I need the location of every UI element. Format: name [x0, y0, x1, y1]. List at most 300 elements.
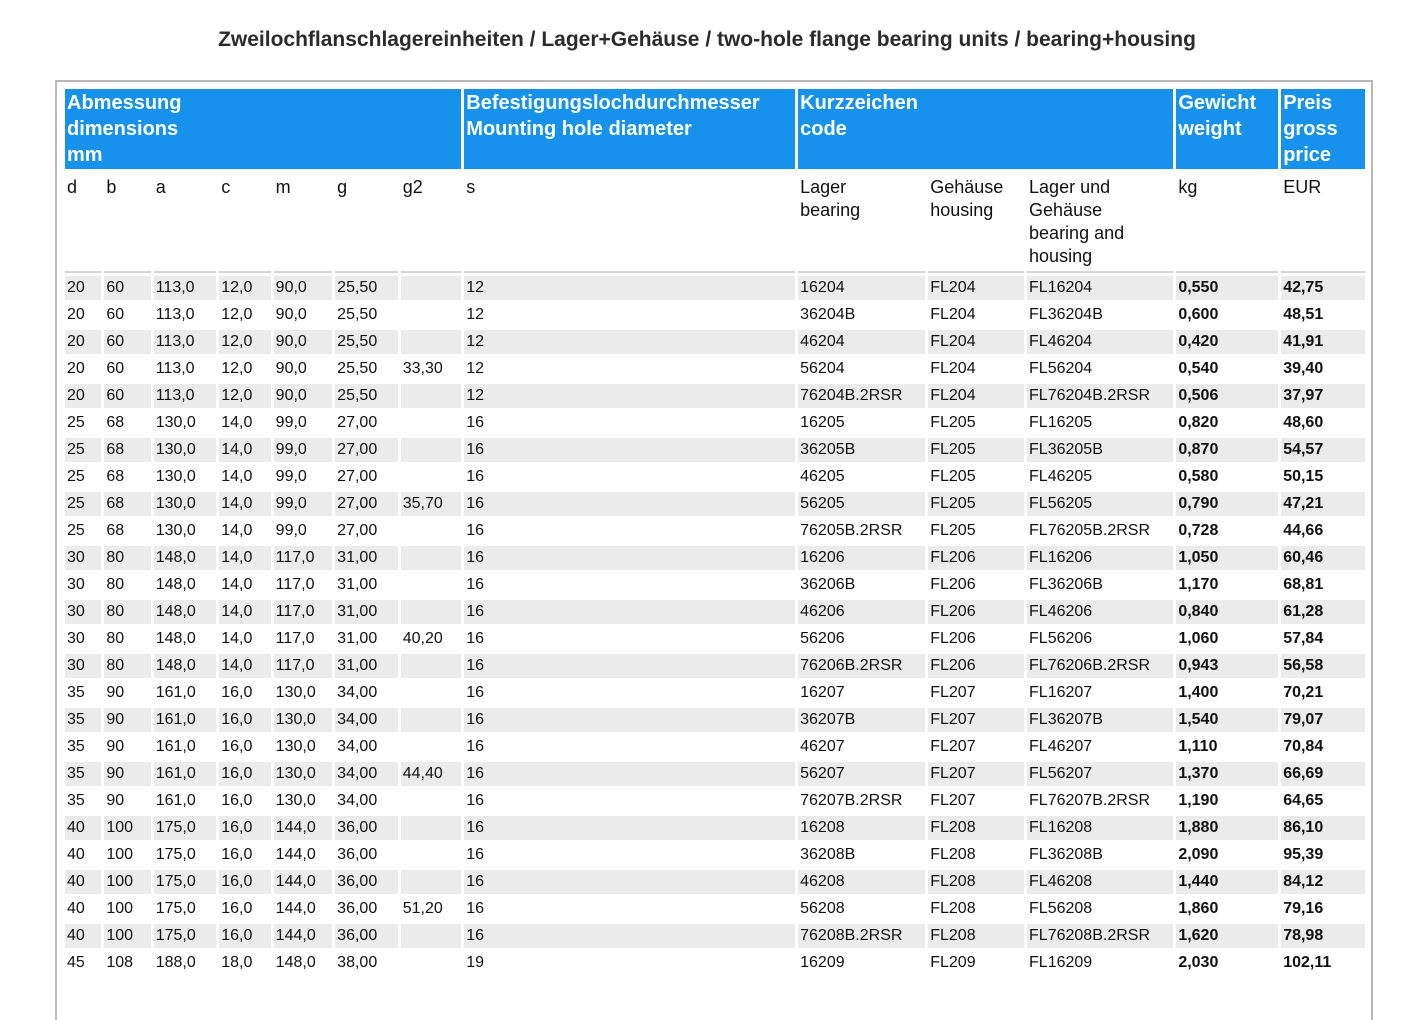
cell-g2: 40,20 — [401, 627, 462, 651]
cell-g2 — [401, 465, 462, 489]
cell-s: 16 — [464, 816, 795, 840]
cell-bearing: 76204B.2RSR — [798, 384, 925, 408]
cell-unit: FL16209 — [1027, 951, 1173, 975]
cell-housing: FL205 — [928, 519, 1024, 543]
cell-m: 99,0 — [274, 519, 333, 543]
cell-unit: FL76205B.2RSR — [1027, 519, 1173, 543]
cell-unit: FL16208 — [1027, 816, 1173, 840]
table-row — [65, 654, 1365, 678]
cell-weight: 0,550 — [1176, 276, 1278, 300]
cell-weight: 2,030 — [1176, 951, 1278, 975]
subheader-g2: g2 — [402, 177, 423, 197]
cell-bearing: 56207 — [798, 762, 925, 786]
cell-unit: FL76204B.2RSR — [1027, 384, 1173, 408]
cell-g: 34,00 — [335, 762, 398, 786]
cell-g2: 35,70 — [401, 492, 462, 516]
cell-c: 16,0 — [219, 681, 270, 705]
cell-c: 14,0 — [219, 654, 270, 678]
cell-c: 16,0 — [219, 897, 270, 921]
cell-price: 95,39 — [1281, 843, 1365, 867]
header-weight-en: weight — [1178, 118, 1242, 140]
cell-a: 148,0 — [154, 600, 217, 624]
cell-price: 61,28 — [1281, 600, 1365, 624]
cell-housing: FL206 — [928, 546, 1024, 570]
table-row — [65, 870, 1365, 894]
cell-s: 12 — [464, 276, 795, 300]
header-mounting-en: Mounting hole diameter — [466, 118, 692, 140]
cell-g: 25,50 — [335, 384, 398, 408]
cell-bearing: 56204 — [798, 357, 925, 381]
header-weight-de: Gewicht — [1178, 92, 1257, 114]
subheader-d: d — [67, 177, 78, 197]
cell-d: 20 — [65, 303, 101, 327]
cell-d: 30 — [65, 573, 101, 597]
cell-b: 68 — [104, 465, 150, 489]
cell-b: 90 — [104, 789, 150, 813]
cell-d: 25 — [65, 519, 101, 543]
cell-bearing: 16209 — [798, 951, 925, 975]
subheader-unit-line3: bearing and — [1029, 223, 1125, 243]
subheader-unit-line4: housing — [1029, 246, 1093, 266]
cell-bearing: 56205 — [798, 492, 925, 516]
page-title: Zweilochflanschlagereinheiten / Lager+Gehäuse / two-hole flange bearing units / bearing+housing — [218, 28, 1196, 51]
cell-b: 68 — [104, 411, 150, 435]
cell-m: 99,0 — [274, 438, 333, 462]
cell-bearing: 16204 — [798, 276, 925, 300]
cell-housing: FL208 — [928, 870, 1024, 894]
cell-housing: FL207 — [928, 762, 1024, 786]
cell-b: 60 — [104, 330, 150, 354]
header-price-de: Preis — [1283, 92, 1333, 114]
table-row — [65, 465, 1365, 489]
cell-weight: 0,943 — [1176, 654, 1278, 678]
cell-s: 16 — [464, 762, 795, 786]
cell-price: 48,60 — [1281, 411, 1365, 435]
cell-price: 70,84 — [1281, 735, 1365, 759]
cell-unit: FL36204B — [1027, 303, 1173, 327]
cell-g: 27,00 — [335, 438, 398, 462]
cell-b: 100 — [104, 870, 150, 894]
cell-d: 30 — [65, 654, 101, 678]
cell-weight: 1,110 — [1176, 735, 1278, 759]
cell-g: 27,00 — [335, 465, 398, 489]
cell-g: 34,00 — [335, 681, 398, 705]
subheader-bearing-de: Lager — [800, 177, 847, 197]
cell-s: 16 — [464, 708, 795, 732]
cell-bearing: 46208 — [798, 870, 925, 894]
cell-m: 117,0 — [274, 654, 333, 678]
cell-price: 70,21 — [1281, 681, 1365, 705]
cell-b: 60 — [104, 276, 150, 300]
cell-d: 40 — [65, 924, 101, 948]
cell-b: 100 — [104, 897, 150, 921]
cell-bearing: 36206B — [798, 573, 925, 597]
cell-a: 161,0 — [154, 735, 217, 759]
header-mounting — [464, 89, 795, 169]
cell-a: 148,0 — [154, 573, 217, 597]
table-row — [65, 519, 1365, 543]
cell-g: 36,00 — [335, 816, 398, 840]
table-row — [65, 627, 1365, 651]
cell-weight: 2,090 — [1176, 843, 1278, 867]
cell-d: 40 — [65, 870, 101, 894]
cell-g2 — [401, 303, 462, 327]
cell-price: 50,15 — [1281, 465, 1365, 489]
cell-price: 78,98 — [1281, 924, 1365, 948]
cell-a: 161,0 — [154, 708, 217, 732]
cell-a: 175,0 — [154, 870, 217, 894]
table-row — [65, 411, 1365, 435]
cell-g2 — [401, 870, 462, 894]
header-dimensions-en: dimensions — [67, 118, 179, 140]
cell-housing: FL204 — [928, 357, 1024, 381]
cell-s: 16 — [464, 654, 795, 678]
cell-c: 14,0 — [219, 438, 270, 462]
cell-s: 12 — [464, 357, 795, 381]
cell-a: 113,0 — [154, 357, 217, 381]
cell-housing: FL206 — [928, 654, 1024, 678]
cell-price: 84,12 — [1281, 870, 1365, 894]
cell-c: 14,0 — [219, 546, 270, 570]
cell-m: 90,0 — [274, 276, 333, 300]
cell-bearing: 76206B.2RSR — [798, 654, 925, 678]
cell-b: 108 — [104, 951, 150, 975]
cell-b: 80 — [104, 573, 150, 597]
cell-g2 — [401, 276, 462, 300]
cell-b: 80 — [104, 627, 150, 651]
cell-d: 40 — [65, 816, 101, 840]
cell-unit: FL36208B — [1027, 843, 1173, 867]
header-price-en2: price — [1283, 144, 1331, 166]
cell-bearing: 36208B — [798, 843, 925, 867]
cell-housing: FL209 — [928, 951, 1024, 975]
cell-weight: 1,370 — [1176, 762, 1278, 786]
cell-housing: FL208 — [928, 897, 1024, 921]
cell-d: 25 — [65, 411, 101, 435]
cell-price: 60,46 — [1281, 546, 1365, 570]
cell-price: 42,75 — [1281, 276, 1365, 300]
cell-a: 161,0 — [154, 681, 217, 705]
table-row — [65, 438, 1365, 462]
cell-g2: 33,30 — [401, 357, 462, 381]
cell-a: 175,0 — [154, 843, 217, 867]
cell-g2 — [401, 600, 462, 624]
cell-housing: FL205 — [928, 465, 1024, 489]
cell-a: 130,0 — [154, 492, 217, 516]
cell-g: 25,50 — [335, 357, 398, 381]
table-row — [65, 492, 1365, 516]
cell-c: 14,0 — [219, 519, 270, 543]
header-code — [798, 89, 1173, 169]
cell-c: 14,0 — [219, 465, 270, 489]
subheader-housing-de: Gehäuse — [930, 177, 1004, 197]
cell-housing: FL204 — [928, 330, 1024, 354]
cell-g2 — [401, 735, 462, 759]
cell-unit: FL56206 — [1027, 627, 1173, 651]
cell-housing: FL208 — [928, 816, 1024, 840]
cell-b: 90 — [104, 735, 150, 759]
cell-a: 113,0 — [154, 276, 217, 300]
cell-bearing: 56206 — [798, 627, 925, 651]
cell-weight: 0,840 — [1176, 600, 1278, 624]
cell-s: 16 — [464, 924, 795, 948]
header-separator — [65, 271, 1365, 273]
cell-s: 16 — [464, 411, 795, 435]
cell-g2 — [401, 438, 462, 462]
cell-m: 117,0 — [274, 573, 333, 597]
cell-a: 130,0 — [154, 519, 217, 543]
cell-b: 80 — [104, 654, 150, 678]
cell-weight: 1,190 — [1176, 789, 1278, 813]
header-code-de: Kurzzeichen — [800, 92, 918, 114]
subheader-unit — [1027, 172, 1173, 268]
cell-unit: FL16206 — [1027, 546, 1173, 570]
cell-d: 30 — [65, 546, 101, 570]
cell-m: 148,0 — [274, 951, 333, 975]
header-weight — [1176, 89, 1278, 169]
cell-g: 27,00 — [335, 519, 398, 543]
cell-g: 31,00 — [335, 546, 398, 570]
cell-d: 35 — [65, 735, 101, 759]
table-row — [65, 303, 1365, 327]
cell-s: 12 — [464, 384, 795, 408]
cell-c: 12,0 — [219, 357, 270, 381]
cell-d: 20 — [65, 357, 101, 381]
cell-g2 — [401, 843, 462, 867]
cell-s: 16 — [464, 546, 795, 570]
cell-d: 25 — [65, 465, 101, 489]
cell-g: 25,50 — [335, 276, 398, 300]
cell-unit: FL46207 — [1027, 735, 1173, 759]
cell-a: 130,0 — [154, 438, 217, 462]
cell-d: 25 — [65, 438, 101, 462]
cell-c: 16,0 — [219, 816, 270, 840]
cell-a: 148,0 — [154, 654, 217, 678]
cell-g: 31,00 — [335, 627, 398, 651]
cell-g2 — [401, 681, 462, 705]
subheader-unit-line2: Gehäuse — [1029, 200, 1103, 220]
cell-housing: FL207 — [928, 681, 1024, 705]
cell-bearing: 46207 — [798, 735, 925, 759]
subheader-eur: EUR — [1283, 177, 1322, 197]
cell-unit: FL36207B — [1027, 708, 1173, 732]
cell-price: 44,66 — [1281, 519, 1365, 543]
cell-c: 14,0 — [219, 627, 270, 651]
cell-c: 18,0 — [219, 951, 270, 975]
cell-c: 16,0 — [219, 735, 270, 759]
cell-g: 34,00 — [335, 735, 398, 759]
cell-price: 56,58 — [1281, 654, 1365, 678]
cell-m: 144,0 — [274, 843, 333, 867]
cell-b: 68 — [104, 438, 150, 462]
cell-g: 34,00 — [335, 708, 398, 732]
cell-g: 34,00 — [335, 789, 398, 813]
cell-unit: FL46204 — [1027, 330, 1173, 354]
cell-c: 14,0 — [219, 492, 270, 516]
cell-unit: FL16205 — [1027, 411, 1173, 435]
cell-bearing: 16207 — [798, 681, 925, 705]
cell-g2 — [401, 816, 462, 840]
cell-housing: FL207 — [928, 789, 1024, 813]
cell-price: 66,69 — [1281, 762, 1365, 786]
cell-s: 16 — [464, 573, 795, 597]
cell-g: 36,00 — [335, 843, 398, 867]
cell-unit: FL16207 — [1027, 681, 1173, 705]
cell-b: 60 — [104, 357, 150, 381]
cell-unit: FL16204 — [1027, 276, 1173, 300]
cell-d: 35 — [65, 762, 101, 786]
cell-weight: 1,860 — [1176, 897, 1278, 921]
cell-g2 — [401, 330, 462, 354]
cell-a: 130,0 — [154, 411, 217, 435]
cell-g2 — [401, 951, 462, 975]
cell-unit: FL46208 — [1027, 870, 1173, 894]
cell-m: 130,0 — [274, 708, 333, 732]
cell-g: 27,00 — [335, 492, 398, 516]
cell-d: 35 — [65, 681, 101, 705]
header-code-en: code — [800, 118, 847, 140]
cell-bearing: 16206 — [798, 546, 925, 570]
cell-c: 16,0 — [219, 870, 270, 894]
cell-weight: 0,870 — [1176, 438, 1278, 462]
cell-unit: FL56208 — [1027, 897, 1173, 921]
cell-m: 144,0 — [274, 897, 333, 921]
cell-price: 47,21 — [1281, 492, 1365, 516]
cell-price: 41,91 — [1281, 330, 1365, 354]
cell-d: 30 — [65, 627, 101, 651]
cell-weight: 1,880 — [1176, 816, 1278, 840]
cell-s: 16 — [464, 627, 795, 651]
cell-unit: FL76207B.2RSR — [1027, 789, 1173, 813]
cell-m: 144,0 — [274, 816, 333, 840]
cell-housing: FL206 — [928, 573, 1024, 597]
cell-m: 130,0 — [274, 735, 333, 759]
cell-bearing: 36204B — [798, 303, 925, 327]
cell-s: 16 — [464, 735, 795, 759]
cell-bearing: 76207B.2RSR — [798, 789, 925, 813]
cell-s: 16 — [464, 465, 795, 489]
cell-price: 68,81 — [1281, 573, 1365, 597]
cell-d: 40 — [65, 897, 101, 921]
header-dimensions — [65, 89, 461, 169]
cell-d: 45 — [65, 951, 101, 975]
cell-a: 161,0 — [154, 762, 217, 786]
cell-b: 90 — [104, 708, 150, 732]
subheader-s: s — [466, 177, 476, 197]
cell-g2 — [401, 519, 462, 543]
cell-weight: 0,600 — [1176, 303, 1278, 327]
cell-c: 14,0 — [219, 573, 270, 597]
cell-g: 31,00 — [335, 600, 398, 624]
cell-a: 148,0 — [154, 627, 217, 651]
cell-m: 90,0 — [274, 384, 333, 408]
cell-price: 79,07 — [1281, 708, 1365, 732]
header-price — [1281, 89, 1365, 169]
table-row — [65, 816, 1365, 840]
cell-housing: FL208 — [928, 924, 1024, 948]
cell-a: 113,0 — [154, 303, 217, 327]
cell-g2: 51,20 — [401, 897, 462, 921]
table-row — [65, 897, 1365, 921]
cell-c: 12,0 — [219, 330, 270, 354]
cell-unit: FL56204 — [1027, 357, 1173, 381]
cell-s: 16 — [464, 681, 795, 705]
cell-c: 12,0 — [219, 384, 270, 408]
cell-bearing: 36207B — [798, 708, 925, 732]
table-body — [65, 276, 1365, 975]
cell-s: 12 — [464, 303, 795, 327]
cell-bearing: 16205 — [798, 411, 925, 435]
cell-m: 130,0 — [274, 789, 333, 813]
subheader-bearing-en: bearing — [800, 200, 861, 220]
cell-a: 161,0 — [154, 789, 217, 813]
cell-housing: FL207 — [928, 735, 1024, 759]
cell-a: 175,0 — [154, 816, 217, 840]
cell-d: 35 — [65, 789, 101, 813]
cell-unit: FL36205B — [1027, 438, 1173, 462]
cell-housing: FL204 — [928, 384, 1024, 408]
cell-m: 144,0 — [274, 870, 333, 894]
cell-g2 — [401, 546, 462, 570]
cell-g: 25,50 — [335, 330, 398, 354]
table-row — [65, 330, 1365, 354]
table-row — [65, 384, 1365, 408]
cell-bearing: 76208B.2RSR — [798, 924, 925, 948]
cell-g2: 44,40 — [401, 762, 462, 786]
subheader-b: b — [106, 177, 117, 197]
cell-bearing: 36205B — [798, 438, 925, 462]
cell-g2 — [401, 573, 462, 597]
cell-c: 14,0 — [219, 411, 270, 435]
cell-b: 100 — [104, 843, 150, 867]
cell-g: 31,00 — [335, 573, 398, 597]
cell-g: 36,00 — [335, 870, 398, 894]
cell-g2 — [401, 411, 462, 435]
cell-b: 60 — [104, 384, 150, 408]
cell-d: 25 — [65, 492, 101, 516]
cell-bearing: 56208 — [798, 897, 925, 921]
cell-s: 16 — [464, 843, 795, 867]
cell-housing: FL205 — [928, 492, 1024, 516]
cell-g2 — [401, 789, 462, 813]
cell-weight: 0,820 — [1176, 411, 1278, 435]
cell-price: 37,97 — [1281, 384, 1365, 408]
cell-b: 90 — [104, 762, 150, 786]
cell-unit: FL56207 — [1027, 762, 1173, 786]
cell-weight: 1,050 — [1176, 546, 1278, 570]
cell-weight: 1,540 — [1176, 708, 1278, 732]
cell-unit: FL46205 — [1027, 465, 1173, 489]
cell-d: 35 — [65, 708, 101, 732]
table-row — [65, 924, 1365, 948]
cell-b: 80 — [104, 600, 150, 624]
cell-a: 188,0 — [154, 951, 217, 975]
subheader-bearing — [798, 172, 925, 268]
cell-housing: FL204 — [928, 276, 1024, 300]
table-row — [65, 276, 1365, 300]
header-price-en1: gross — [1283, 118, 1338, 140]
cell-bearing: 46204 — [798, 330, 925, 354]
cell-housing: FL206 — [928, 627, 1024, 651]
cell-price: 48,51 — [1281, 303, 1365, 327]
cell-m: 117,0 — [274, 627, 333, 651]
cell-g: 31,00 — [335, 654, 398, 678]
subheader-a: a — [155, 177, 166, 197]
cell-a: 148,0 — [154, 546, 217, 570]
cell-s: 12 — [464, 330, 795, 354]
cell-weight: 1,170 — [1176, 573, 1278, 597]
cell-a: 175,0 — [154, 897, 217, 921]
